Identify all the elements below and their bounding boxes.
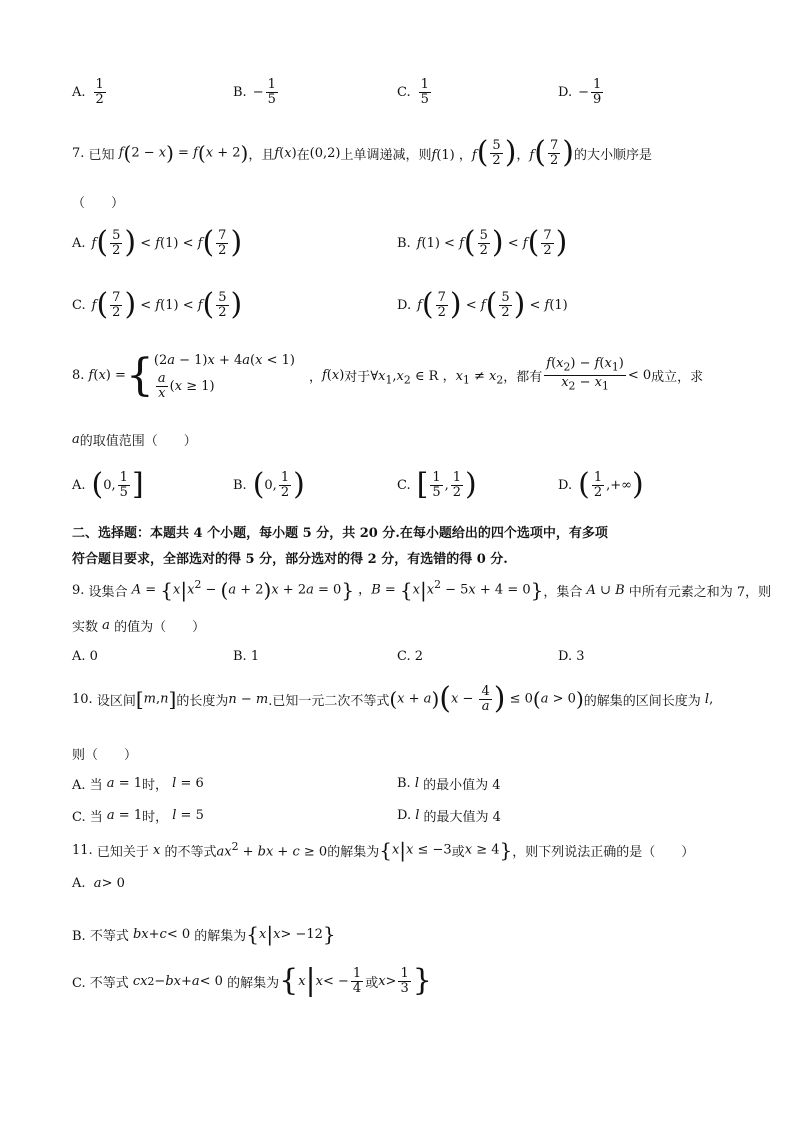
q9-stem: 9. 设集合 $A = \{x|x^2 - (a + 2)x + 2a = 0\}$ ，$B = \{x|x^2 - 5x + 4 = 0\}$ ，集合 A ∪ B 中所有元素之和为 7，则 [72, 578, 772, 602]
section-heading-line-2: 符合题目要求，全部选对的得 5 分，部分选对的得 2 分，有选错的得 0 分. [72, 552, 508, 567]
q6-option-b[interactable]: B. − $\frac{1}{5}$ [233, 77, 276, 107]
q9-stem-2: 实数 a 的值为（ ） [72, 618, 206, 635]
q6-option-d[interactable]: D. − $\frac{1}{9}$ [558, 77, 602, 107]
q11-option-a[interactable]: A. a > 0 [72, 876, 125, 891]
q7-option-d[interactable]: D. f ( $\frac{7}{2}$ ) < f ( $\frac{5}{2}$ ) < f (1) [397, 287, 568, 322]
q8-option-c[interactable]: C. [ $\frac{1}{5}$ , $\frac{1}{2}$ ) [397, 467, 477, 502]
section-heading-line-1: 二、选择题：本题共 4 个小题，每小题 5 分，共 20 分.在每小题给出的四个选项中，有多项 [72, 526, 608, 541]
q8-option-a[interactable]: A. ( 0, $\frac{1}{5}$ ] [72, 467, 144, 502]
q7-option-c[interactable]: C. f ( $\frac{7}{2}$ ) < f (1) < f ( $\frac{5}{2}$ ) [72, 287, 243, 322]
fraction: $\frac{1}{9}$ [593, 77, 602, 107]
q7-answer-paren: （ ） [72, 196, 125, 211]
q10-option-d[interactable]: D. l 的最大值为 4 [397, 808, 501, 825]
q9-option-c[interactable]: C. 2 [397, 649, 424, 664]
q6-option-c[interactable]: C. $\frac{1}{5}$ [397, 77, 429, 107]
q7-stem: 7. 已知 f(2 − x) = f(x + 2) ，且 f(x) 在 (0,2) 上单调递减，则 f(1) ，f ( $\frac{5}{2}$ ) ，f ( $\frac{7}{2}$ ) 的大小顺序是 [72, 135, 652, 170]
fraction: $\frac{1}{5}$ [420, 77, 429, 107]
q6-option-a[interactable]: A. $\frac{1}{2}$ [72, 77, 104, 107]
q7-option-a[interactable]: A. f ( $\frac{5}{2}$ ) < f (1) < f ( $\frac{7}{2}$ ) [72, 225, 243, 260]
q11-option-b[interactable]: B. 不等式 bx + c < 0 的解集为 { x | x > −12 } [72, 922, 336, 946]
q11-stem: 11. 已知关于 x 的不等式 $ax^2$ + bx + c ≥ 0 的解集为 {x|x ≤ −3 或 x ≥ 4} ，则下列说法正确的是（ ） [72, 838, 695, 862]
q9-option-d[interactable]: D. 3 [558, 649, 585, 664]
q10-stem: 10. 设区间 [m,n] 的长度为 n − m .已知一元二次不等式 (x + a)(x − $\frac{4}{a}$ ) ≤ 0(a > 0) 的解集的区间长度为 l , [72, 681, 714, 716]
q10-stem-2: 则（ ） [72, 748, 138, 763]
fraction: $\frac{1}{5}$ [267, 77, 276, 107]
q9-option-a[interactable]: A. 0 [72, 649, 98, 664]
q9-option-b[interactable]: B. 1 [233, 649, 260, 664]
q8-option-d[interactable]: D. ( $\frac{1}{2}$ ,+∞ ) [558, 467, 644, 502]
q10-option-a[interactable]: A. 当 a = 1 时， l = 6 [72, 776, 204, 793]
q8-stem-2: a 的取值范围（ ） [72, 432, 197, 449]
q10-option-b[interactable]: B. l 的最小值为 4 [397, 776, 501, 793]
q11-option-c[interactable]: C. 不等式 cx 2 − bx + a < 0 的解集为 { x | x < − $\frac{1}{4}$ 或 x > $\frac{1}{3}$ } [72, 963, 432, 998]
q8-option-b[interactable]: B. ( 0, $\frac{1}{2}$ ) [233, 467, 305, 502]
q10-option-c[interactable]: C. 当 a = 1 时， l = 5 [72, 808, 204, 825]
q8-stem: 8. f(x) = { (2a − 1)x + 4a(x < 1) $\frac{a}{x}$ (x ≥ 1) ， f(x) 对于 $\forall x_1,x_2$ ∈ R ，$x_1 \ne x_2$ ，都有 $\frac{f(x_2) - f(x_1)}{x_2 - x_1}$ < 0 成立，求 [72, 349, 704, 401]
fraction: $\frac{1}{2}$ [95, 77, 104, 107]
q7-option-b[interactable]: B. f (1) < f ( $\frac{5}{2}$ ) < f ( $\frac{7}{2}$ ) [397, 225, 568, 260]
